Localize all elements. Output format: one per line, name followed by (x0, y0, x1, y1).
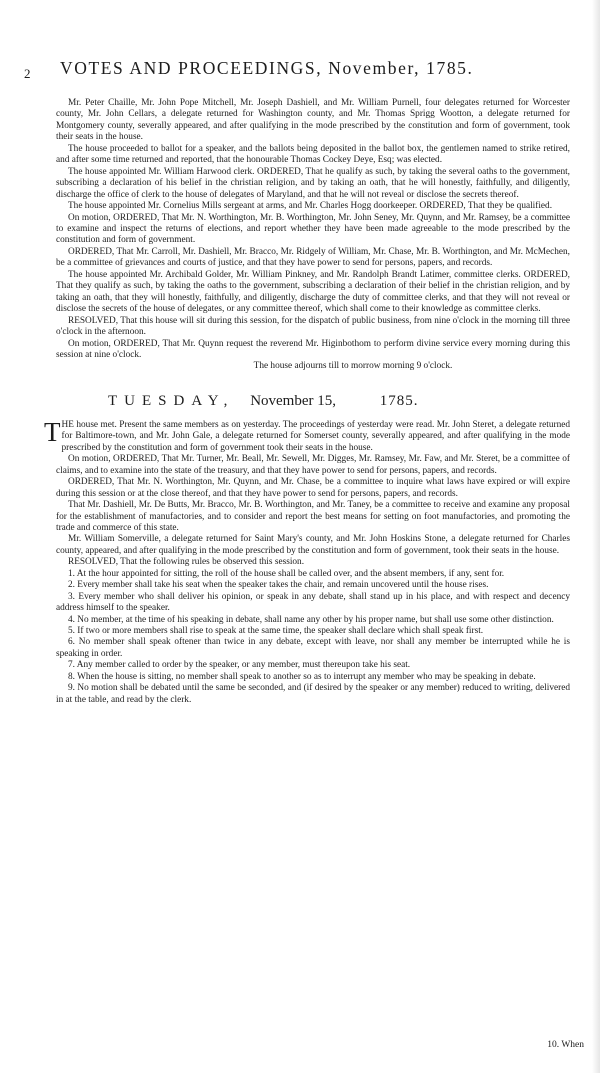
paragraph: The house appointed Mr. Archibald Golder, Mr. William Pinkney, and Mr. Randolph Brandt Latimer, committee clerks. ORDERED, That they qualify as such, by taking the oaths to the government, subscribing a declaration of their belief in the christian religion, and by taking an oath, that they will honestly, faithfully, and diligently, discharge the duty of committee clerks, and that they will not reveal or disclose the secrets of the house of delegates, or any committee thereof, which shall come to their knowledge as committee clerks. (56, 269, 570, 315)
paragraph: The house appointed Mr. William Harwood clerk. ORDERED, That he qualify as such, by taking the several oaths to the government, subscribing a declaration of his belief in the christian religion, and by taking an oath, that he will honestly, faithfully, and diligently, discharge the office of clerk to the house of delegates of Maryland, and that he will not reveal or disclose the secrets thereof. (56, 166, 570, 200)
rule-item: 2. Every member shall take his seat when the speaker takes the chair, and remain uncovered until the house rises. (68, 580, 489, 591)
drop-cap: T (44, 416, 61, 447)
paragraph: That Mr. Dashiell, Mr. De Butts, Mr. Bracco, Mr. B. Worthington, and Mr. Taney, be a committee to receive and examine any proposal for the establishment of manufactories, and to consider and report the best means for setting on foot manufactories, and promoting the trade and commerce of this state. (56, 500, 570, 533)
rule-item: 9. No motion shall be debated until the same be seconded, and (if desired by the speaker or any member) reduced to writing, delivered in at the table, and read by the clerk. (56, 683, 570, 705)
rule-item: 5. If two or more members shall rise to speak at the same time, the speaker shall declare which shall speak first. (68, 626, 484, 637)
rule-item: 8. When the house is sitting, no member shall speak to another so as to interrupt any member who may be speaking in debate. (68, 671, 536, 682)
day-heading-day: TUESDAY, (108, 392, 235, 409)
day-heading (56, 392, 570, 410)
paragraph: RESOLVED, That the following rules be observed this session. (68, 557, 305, 568)
rule-item: 6. No member shall speak oftener than twice in any debate, except with leave, nor shall any member be interrupted while he is speaking in order. (56, 637, 570, 659)
paragraph: On motion, ORDERED, That Mr. Turner, Mr. Beall, Mr. Sewell, Mr. Digges, Mr. Ramsey, Mr. Faw, and Mr. Steret, be a committee of claims, and to examine into the state of the treasury, and that they have power to send for persons, papers, and records. (56, 454, 570, 476)
opening-paragraph-text: HE house met. Present the same members as on yesterday. The proceedings of yesterday were read. Mr. John Steret, a delegate returned for Baltimore-town, and Mr. John Gale, a delegate returned for Somerset county, severally appeared, and after qualifying in the mode prescribed by the constitution and form of government took their seats in the house. (61, 419, 570, 453)
paragraph: ORDERED, That Mr. N. Worthington, Mr. Quynn, and Mr. Chase, be a committee to inquire what laws have expired or will expire during this session or at the close thereof, and that they have power to send for persons, papers, and records. (56, 477, 570, 499)
rule-item: 1. At the hour appointed for sitting, the roll of the house shall be called over, and the absent members, if any, sent for. (68, 568, 505, 579)
catchword: 10. When (547, 1040, 584, 1050)
page-edge-shadow (592, 0, 600, 1073)
paragraph: On motion, ORDERED, That Mr. N. Worthington, Mr. B. Worthington, Mr. John Seney, Mr. Quynn, and Mr. Ramsey, be a committee to examine and inspect the returns of elections, and report whether they have been made agreeable to the mode prescribed by the constitution and form of government. (56, 212, 570, 246)
document-body (44, 98, 570, 706)
day-heading-date: November 15, (250, 392, 336, 409)
adjournment-line: The house adjourns till to morrow morning 9 o'clock. (253, 361, 453, 372)
rule-item: 3. Every member who shall deliver his opinion, or speak in any debate, shall stand up in his place, and with respect and decency address himself to the speaker. (56, 591, 570, 614)
paragraph: The house appointed Mr. Cornelius Mills sergeant at arms, and Mr. Charles Hogg doorkeeper. ORDERED, That they be qualified. (68, 201, 553, 212)
rule-item: 4. No member, at the time of his speaking in debate, shall name any other by his proper name, but shall use some other distinction. (68, 614, 554, 625)
page-number: 2 (24, 66, 31, 81)
paragraph: RESOLVED, That this house will sit during this session, for the dispatch of public business, from nine o'clock in the morning till three o'clock in the afternoon. (56, 315, 570, 338)
rule-item: 7. Any member called to order by the speaker, or any member, must thereupon take his seat. (68, 660, 411, 671)
opening-paragraph (44, 416, 570, 454)
paragraph: Mr. Peter Chaille, Mr. John Pope Mitchell, Mr. Joseph Dashiell, and Mr. William Purnell, four delegates returned for Worcester county, Mr. John Cellars, a delegate returned for Washington county, and Mr. Thomas Sprigg Wootton, a delegate returned for Montgomery county, severally appeared, and after qualifying in the mode prescribed by the constitution and form of government, took their seats in the house. (56, 98, 570, 143)
paragraph: ORDERED, That Mr. Carroll, Mr. Dashiell, Mr. Bracco, Mr. Ridgely of William, Mr. Chase, Mr. B. Worthington, and Mr. McMechen, be a committee of grievances and courts of justice, and that they have power to send for persons, papers, and records. (56, 246, 570, 269)
day-heading-year: 1785. (379, 392, 419, 409)
paragraph: On motion, ORDERED, That Mr. Quynn request the reverend Mr. Higinbothom to perform divine service every morning during this session at nine o'clock. (56, 338, 570, 360)
paragraph: Mr. William Somerville, a delegate returned for Saint Mary's county, and Mr. John Hoskins Stone, a delegate returned for Charles county, appeared, and after qualifying in the mode prescribed by the constitution and form of government, took their seats in the house. (56, 534, 570, 556)
running-head: VOTES AND PROCEEDINGS, November, 1785. (60, 58, 474, 78)
paragraph: The house proceeded to ballot for a speaker, and the ballots being deposited in the ballot box, the gentlemen named to strike retired, and after some time returned and reported, that the honourable Thomas Cockey Deye, Esq; was elected. (56, 143, 570, 166)
